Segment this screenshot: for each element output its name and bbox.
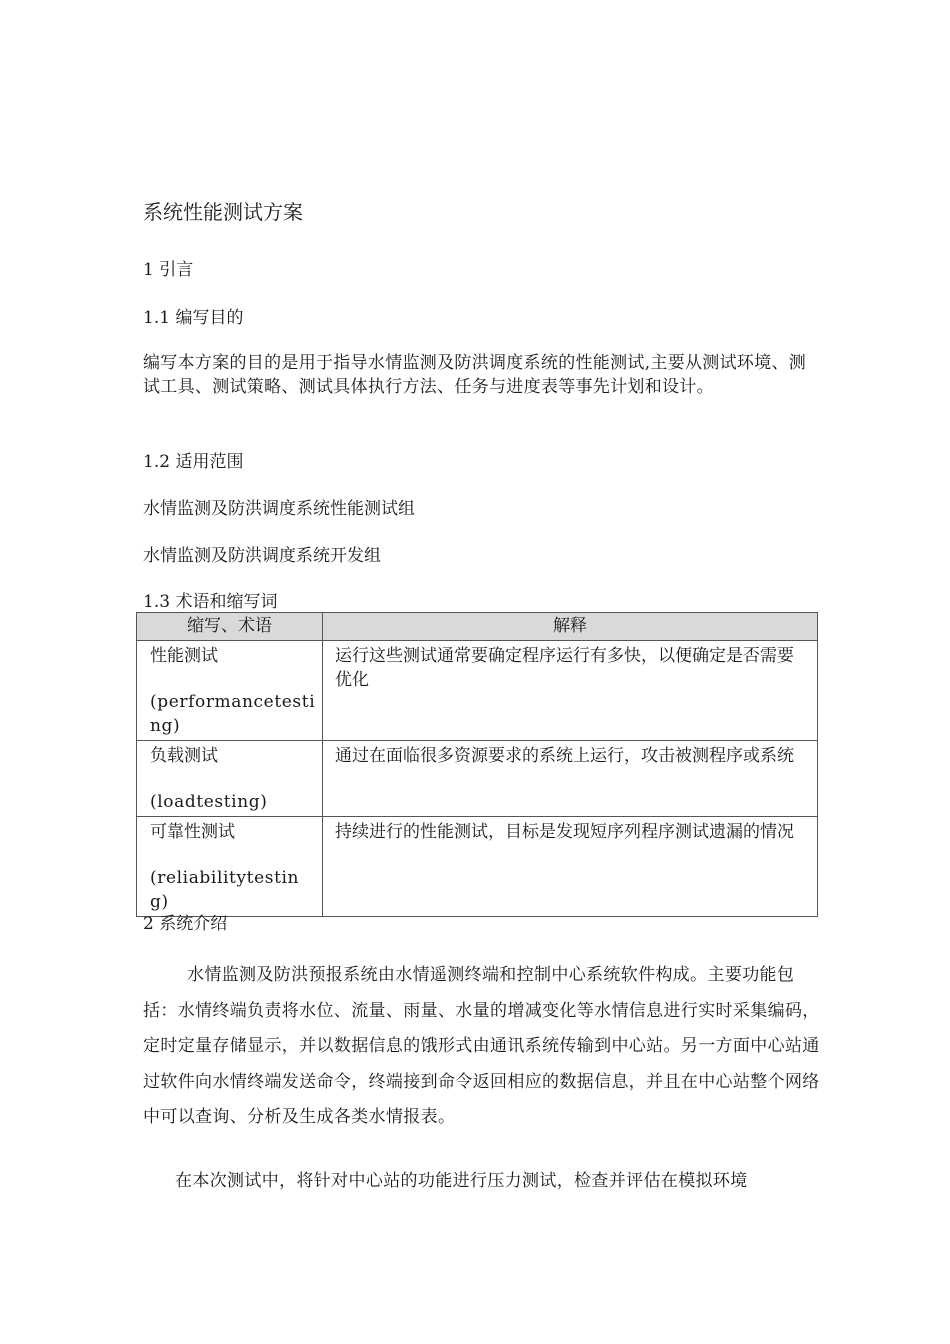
table-row <box>137 817 818 917</box>
subsection-heading-terms: 1.3 术语和缩写词 <box>143 592 278 612</box>
term-english: (loadtesting) <box>150 792 268 812</box>
subsection-heading-purpose: 1.1 编写目的 <box>143 308 244 328</box>
system-intro-paragraph: 水情监测及防洪预报系统由水情遥测终端和控制中心系统软件构成。主要功能包括：水情终端负责将水位、流量、雨量、水量的增减变化等水情信息进行实时采集编码，定时定量存储显示，并以数据信息的饿形式由通讯系统传输到中心站。另一方面中心站通过软件向水情终端发送命令，终端接到命令返回相应的数据信息，并且在中心站整个网络中可以查询、分析及生成各类水情报表。 <box>143 965 820 1127</box>
test-scope-paragraph: 在本次测试中，将针对中心站的功能进行压力测试，检查并评估在模拟环境 <box>175 1171 748 1191</box>
term-chinese: 负载测试 <box>150 746 218 766</box>
section-heading-introduction: 1 引言 <box>143 260 194 280</box>
table-row <box>137 741 818 817</box>
scope-item: 水情监测及防洪调度系统开发组 <box>143 546 381 566</box>
terms-table <box>136 612 818 917</box>
term-chinese: 可靠性测试 <box>150 822 235 842</box>
subsection-heading-scope: 1.2 适用范围 <box>143 452 244 472</box>
definition-cell: 持续进行的性能测试，目标是发现短序列程序测试遗漏的情况 <box>323 817 818 917</box>
table-header-definition: 解释 <box>323 613 818 641</box>
scope-item: 水情监测及防洪调度系统性能测试组 <box>143 499 415 519</box>
purpose-paragraph: 编写本方案的目的是用于指导水情监测及防洪调度系统的性能测试,主要从测试环境、测试工具、测试策略、测试具体执行方法、任务与进度表等事先计划和设计。 <box>143 353 807 397</box>
definition-cell: 通过在面临很多资源要求的系统上运行，攻击被测程序或系统 <box>323 741 818 817</box>
term-cell <box>137 741 323 817</box>
table-header-row <box>137 613 818 641</box>
term-chinese: 性能测试 <box>150 646 218 666</box>
section-heading-system-intro: 2 系统介绍 <box>143 914 228 934</box>
term-english: (reliabilitytesting) <box>150 868 300 912</box>
term-cell <box>137 817 323 917</box>
document-title: 系统性能测试方案 <box>143 200 303 224</box>
definition-cell: 运行这些测试通常要确定程序运行有多快，以便确定是否需要优化 <box>323 641 818 741</box>
term-cell <box>137 641 323 741</box>
table-header-term: 缩写、术语 <box>137 613 323 641</box>
term-english: (performancetesting) <box>150 692 316 736</box>
table-row <box>137 641 818 741</box>
